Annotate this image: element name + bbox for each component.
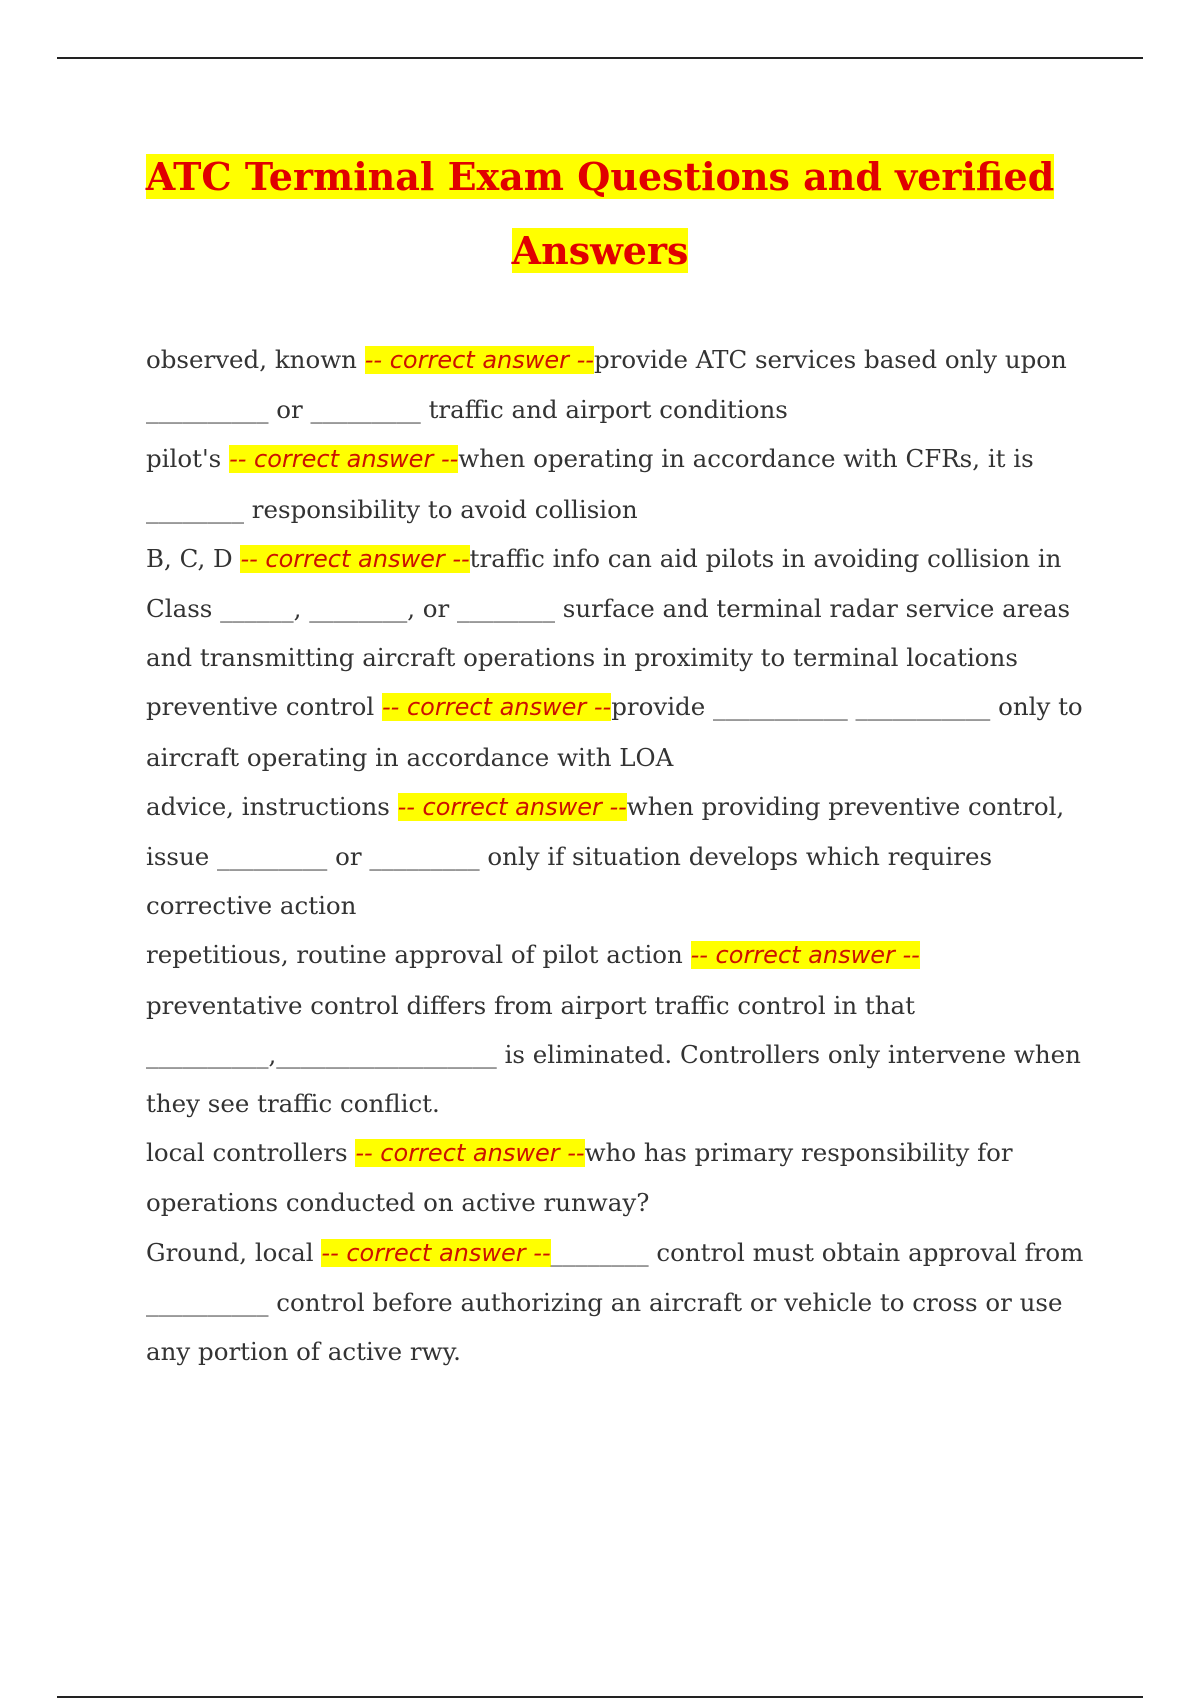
qa-question: preventative control differs from airport traffic control in that __________,__________________ is eliminated. Controllers only intervene when they see traffic conflict. — [146, 990, 1081, 1119]
qa-answer: Ground, local — [146, 1237, 314, 1267]
qa-item — [146, 1128, 1096, 1227]
qa-question: when providing preventive control, issue _________ or _________ only if situation develops which requires corrective action — [146, 791, 1065, 921]
top-rule — [57, 57, 1143, 59]
qa-question: provide ATC services based only upon __________ or _________ traffic and airport conditions — [146, 345, 1067, 425]
document-title — [100, 140, 1100, 288]
qa-question: traffic info can aid pilots in avoiding collision in Class ______, ________, or ________ surface and terminal radar service areas and transmitting aircraft operations in proximity to terminal locations — [146, 543, 1071, 673]
qa-item — [146, 335, 1096, 434]
qa-item — [146, 682, 1096, 781]
qa-item — [146, 434, 1096, 533]
correct-answer-marker: -- correct answer -- — [364, 346, 594, 374]
qa-item — [146, 1228, 1096, 1377]
qa-list — [146, 335, 1096, 1376]
qa-answer: repetitious, routine approval of pilot action — [146, 940, 683, 970]
qa-answer: B, C, D — [146, 543, 233, 573]
correct-answer-marker: -- correct answer -- — [240, 544, 470, 573]
correct-answer-marker: -- correct answer -- — [690, 941, 920, 970]
qa-answer: pilot's — [146, 444, 222, 474]
title-line-2: Answers — [511, 228, 689, 273]
qa-item — [146, 534, 1096, 683]
qa-question: who has primary responsibility for operations conducted on active runway? — [146, 1138, 1013, 1218]
correct-answer-marker: -- correct answer -- — [382, 693, 612, 722]
correct-answer-marker: -- correct answer -- — [229, 445, 459, 474]
qa-answer: preventive control — [146, 692, 375, 722]
title-line-1: ATC Terminal Exam Questions and verified — [145, 154, 1055, 199]
qa-answer: local controllers — [146, 1138, 348, 1168]
correct-answer-marker: -- correct answer -- — [321, 1238, 551, 1267]
qa-question: when operating in accordance with CFRs, it is ________ responsibility to avoid collision — [146, 444, 1034, 524]
correct-answer-marker: -- correct answer -- — [397, 792, 627, 821]
qa-item — [146, 930, 1096, 1128]
qa-answer: advice, instructions — [146, 791, 390, 821]
qa-question: ________ control must obtain approval from __________ control before authorizing an aircraft or vehicle to cross or use any portion of active rwy. — [146, 1237, 1084, 1367]
bottom-rule — [57, 1696, 1143, 1698]
qa-question: provide ___________ ___________ only to aircraft operating in accordance with LOA — [146, 692, 1083, 772]
qa-answer: observed, known — [146, 345, 357, 374]
qa-item — [146, 782, 1096, 931]
correct-answer-marker: -- correct answer -- — [355, 1139, 585, 1168]
